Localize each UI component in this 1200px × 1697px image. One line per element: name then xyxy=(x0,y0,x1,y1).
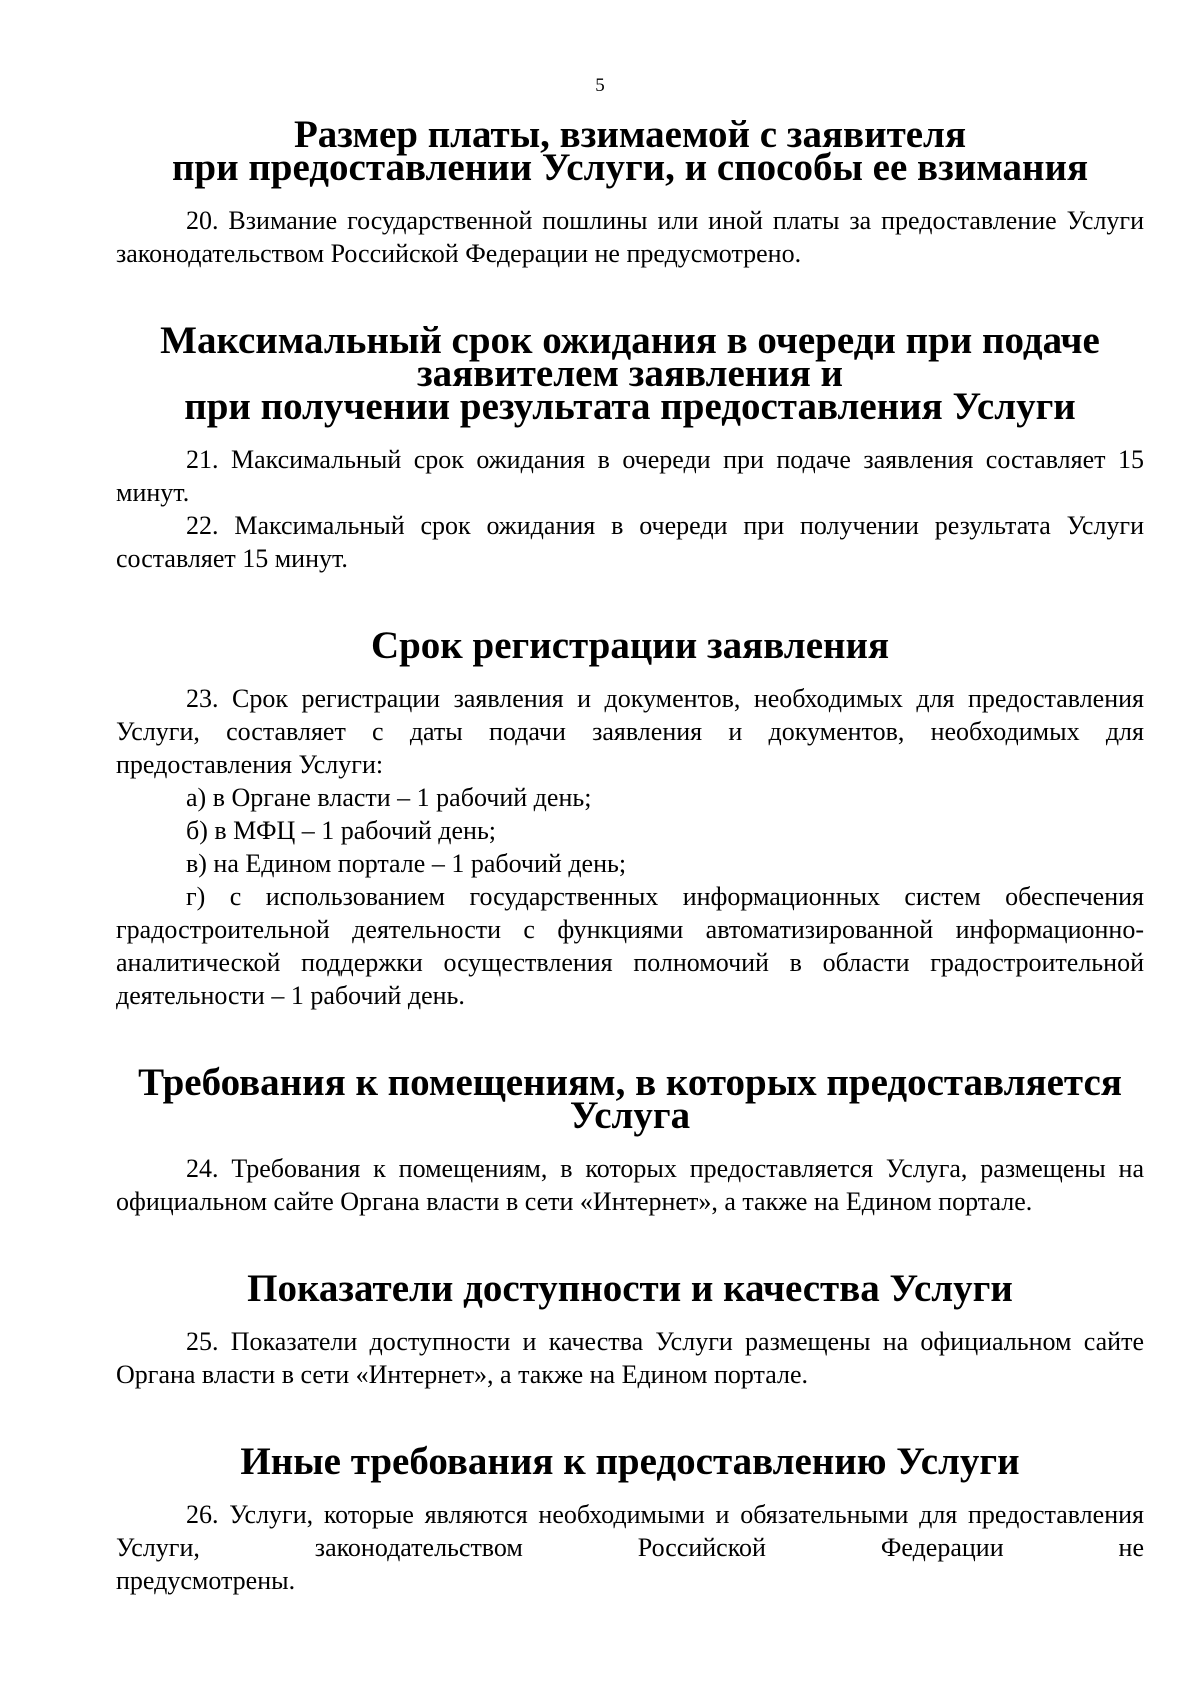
heading-line: при получении результата предоставления Услуги xyxy=(184,385,1076,428)
heading-line: при предоставлении Услуги, и способы ее взимания xyxy=(171,146,1089,189)
list-item-b: б) в МФЦ – 1 рабочий день; xyxy=(186,816,497,845)
section-fee xyxy=(116,113,1144,270)
heading-line: Максимальный срок ожидания в очереди при подаче заявителем заявления и xyxy=(160,319,1100,395)
section-heading xyxy=(116,624,1144,667)
section-registration-time xyxy=(116,624,1144,1012)
paragraph-22: 22. Максимальный срок ожидания в очереди при получении результата Услуги составляет 15 минут. xyxy=(116,511,1144,573)
section-heading xyxy=(116,113,1144,189)
document-body xyxy=(116,113,1144,1597)
list-item-a: а) в Органе власти – 1 рабочий день; xyxy=(186,783,592,812)
paragraph-26-end: предусмотрены. xyxy=(116,1566,296,1595)
paragraph-25: 25. Показатели доступности и качества Услуги размещены на официальном сайте Органа власти в сети «Интернет», а также на Едином портале. xyxy=(116,1327,1144,1389)
page-number: 5 xyxy=(595,75,605,96)
heading-line: Размер платы, взимаемой с заявителя xyxy=(293,113,967,156)
paragraph-21: 21. Максимальный срок ожидания в очереди при подаче заявления составляет 15 минут. xyxy=(116,445,1144,507)
heading-line: Срок регистрации заявления xyxy=(370,624,890,667)
paragraph-24: 24. Требования к помещениям, в которых предоставляется Услуга, размещены на официальном сайте Органа власти в сети «Интернет», а также на Едином портале. xyxy=(116,1154,1144,1216)
list-item-v: в) на Едином портале – 1 рабочий день; xyxy=(186,849,627,878)
section-premises xyxy=(116,1061,1144,1218)
section-heading xyxy=(116,319,1144,428)
heading-line: Требования к помещениям, в которых предоставляется Услуга xyxy=(138,1061,1122,1137)
paragraph-20: 20. Взимание государственной пошлины или иной платы за предоставление Услуги законодательством Российской Федерации не предусмотрено. xyxy=(116,206,1144,268)
section-queue-time xyxy=(116,319,1144,575)
section-other-requirements xyxy=(116,1440,1144,1597)
paragraph-23: 23. Срок регистрации заявления и документов, необходимых для предоставления Услуги, составляет с даты подачи заявления и документов, необходимых для предоставления Услуги: xyxy=(116,684,1144,779)
heading-line: Иные требования к предоставлению Услуги xyxy=(240,1440,1020,1483)
section-heading xyxy=(116,1267,1144,1310)
list-item-g: г) с использованием государственных информационных систем обеспечения градостроительной деятельности с функциями автоматизированной информационно-аналитической поддержки осуществления полномочий в области градостроительной деятельности – 1 рабочий день. xyxy=(116,882,1144,1010)
heading-line: Показатели доступности и качества Услуги xyxy=(247,1267,1013,1310)
paragraph-26: 26. Услуги, которые являются необходимыми и обязательными для предоставления Услуги, законодательством Российской Федерации не xyxy=(116,1500,1144,1562)
section-heading xyxy=(116,1440,1144,1483)
section-quality xyxy=(116,1267,1144,1391)
section-heading xyxy=(116,1061,1144,1137)
